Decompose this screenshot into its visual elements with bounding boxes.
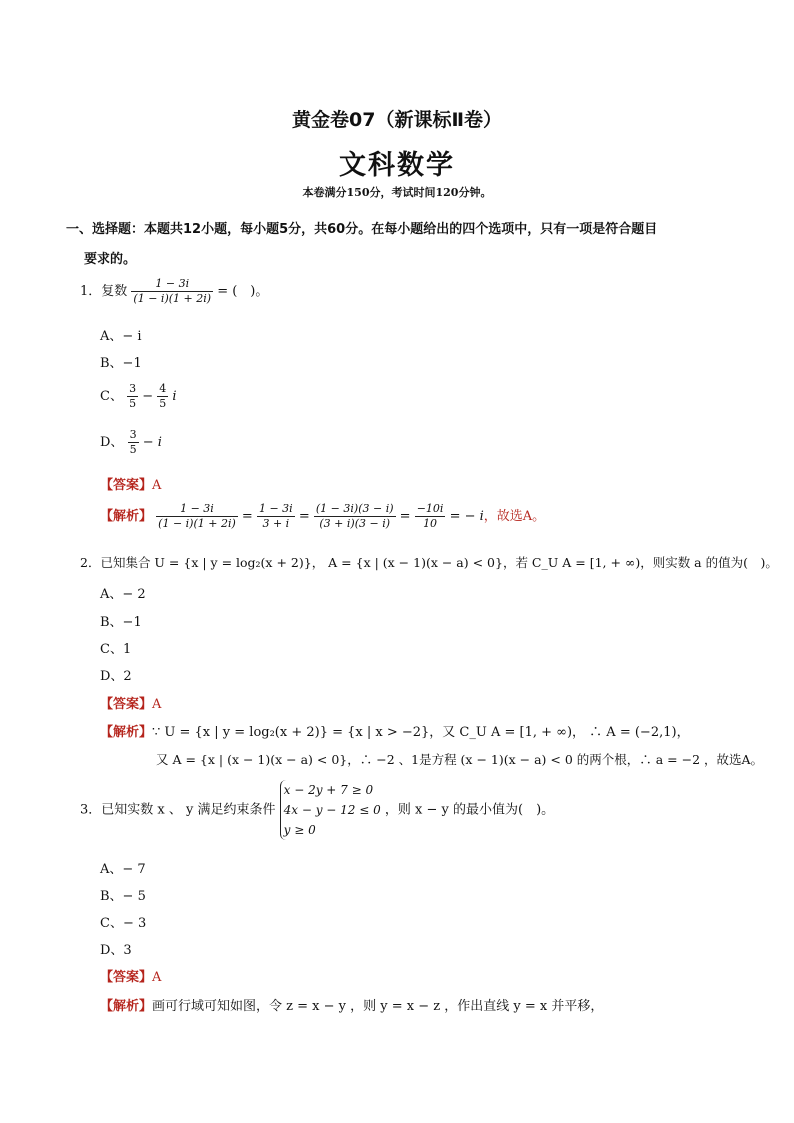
page-title: 黄金卷07（新课标Ⅱ卷）: [292, 109, 502, 131]
q3-option-a: A、− 7: [100, 862, 146, 877]
q1-option-c-fraction-2: $\frac{4}{5}$: [159, 382, 167, 410]
q2-stem: 2．已知集合 U = {x | y = log₂(x + 2)}， A = {x | (x − 1)(x − a) < 0}，若 C_U A = [1, + ∞)，则实数 a 的值为( )。: [80, 555, 778, 570]
section-heading-line2: 要求的。: [84, 252, 137, 267]
q1-sol-fraction-2: $\frac{1 - 3i}{3 + i}$: [258, 502, 293, 530]
q1-tail: = ( )。: [217, 284, 269, 299]
q3-answer: 【答案】A: [100, 970, 162, 985]
q2-option-d: D、2: [100, 669, 132, 684]
q1-option-d-fraction: $\frac{3}{5}$: [129, 428, 137, 456]
q1-sol-fraction-3: $\frac{(1 - 3i)(3 - i)}{(3 + i)(3 - i)}$: [315, 502, 394, 530]
q3-option-d: D、3: [100, 943, 132, 958]
q2-solution-line2: 又 A = {x | (x − 1)(x − a) < 0}，∴ −2 、1是方程 (x − 1)(x − a) < 0 的两个根，∴ a = −2 ，故选A。: [156, 752, 764, 767]
q1-option-b: B、−1: [100, 356, 142, 371]
q3-option-b: B、− 5: [100, 889, 146, 904]
q1-option-d: D、 $\frac{3}{5}$ − i: [100, 428, 162, 456]
q2-option-c: C、1: [100, 642, 132, 657]
section-heading-line1: 一、选择题：本题共12小题，每小题5分，共60分。在每小题给出的四个选项中，只有一项是符合题目: [66, 222, 658, 237]
q1-stem: [80, 277, 268, 306]
q3-answer-value: A: [152, 970, 162, 985]
q2-option-b: B、−1: [100, 615, 142, 630]
q2-answer: 【答案】A: [100, 697, 162, 712]
q3-constraint-system: x − 2y + 7 ≥ 0 4x − y − 12 ≤ 0 y ≥ 0: [280, 780, 381, 840]
q1-sol-fraction-1: $\frac{1 - 3i}{(1 - i)(1 + 2i)}$: [158, 502, 236, 530]
q1-answer: [100, 474, 161, 493]
q2-solution-line1: 【解析】∵ U = {x | y = log₂(x + 2)} = {x | x > −2}，又 C_U A = [1, + ∞)， ∴ A = (−2,1)，: [100, 725, 690, 740]
q3-solution: 【解析】画可行域可知如图，令 z = x − y ，则 y = x − z ，作出直线 y = x 并平移，: [100, 999, 604, 1014]
q1-option-c-fraction-1: $\frac{3}{5}$: [129, 382, 137, 410]
subject-title: 文科数学: [339, 150, 455, 181]
q1-answer-value: A: [152, 478, 162, 493]
q1-number: 1．复数: [80, 284, 128, 299]
q2-option-a: A、− 2: [100, 587, 146, 602]
q1-option-a: A、− i: [100, 329, 142, 344]
answer-label: 【答案】: [100, 478, 153, 493]
exam-note: 本卷满分150分，考试时间120分钟。: [302, 186, 492, 199]
q1-sol-conclusion: ，故选A。: [483, 509, 546, 524]
q3-option-c: C、− 3: [100, 916, 147, 931]
q1-fraction: $\frac{1 - 3i}{(1 - i)(1 + 2i)}$: [133, 277, 212, 305]
q1-sol-fraction-4: $\frac{-10i}{10}$: [416, 502, 444, 530]
q1-solution: 【解析】 $\frac{1 - 3i}{(1 - i)(1 + 2i)}$ = $\frac{1 - 3i}{3 + i}$ = $\frac{(1 - 3i)(3 - i)}{(3 + i)(3 - i)}$ = $\frac{-10i}{10}$ = − i，故选A。: [100, 502, 546, 530]
q1-option-c: C、 $\frac{3}{5}$ − $\frac{4}{5}$ i: [100, 382, 177, 410]
q3-stem: 3．已知实数 x 、 y 满足约束条件 x − 2y + 7 ≥ 0 4x − y − 12 ≤ 0 y ≥ 0 ，则 x − y 的最小值为( )。: [80, 780, 554, 840]
analysis-label: 【解析】: [100, 509, 153, 524]
q2-answer-value: A: [152, 697, 162, 712]
